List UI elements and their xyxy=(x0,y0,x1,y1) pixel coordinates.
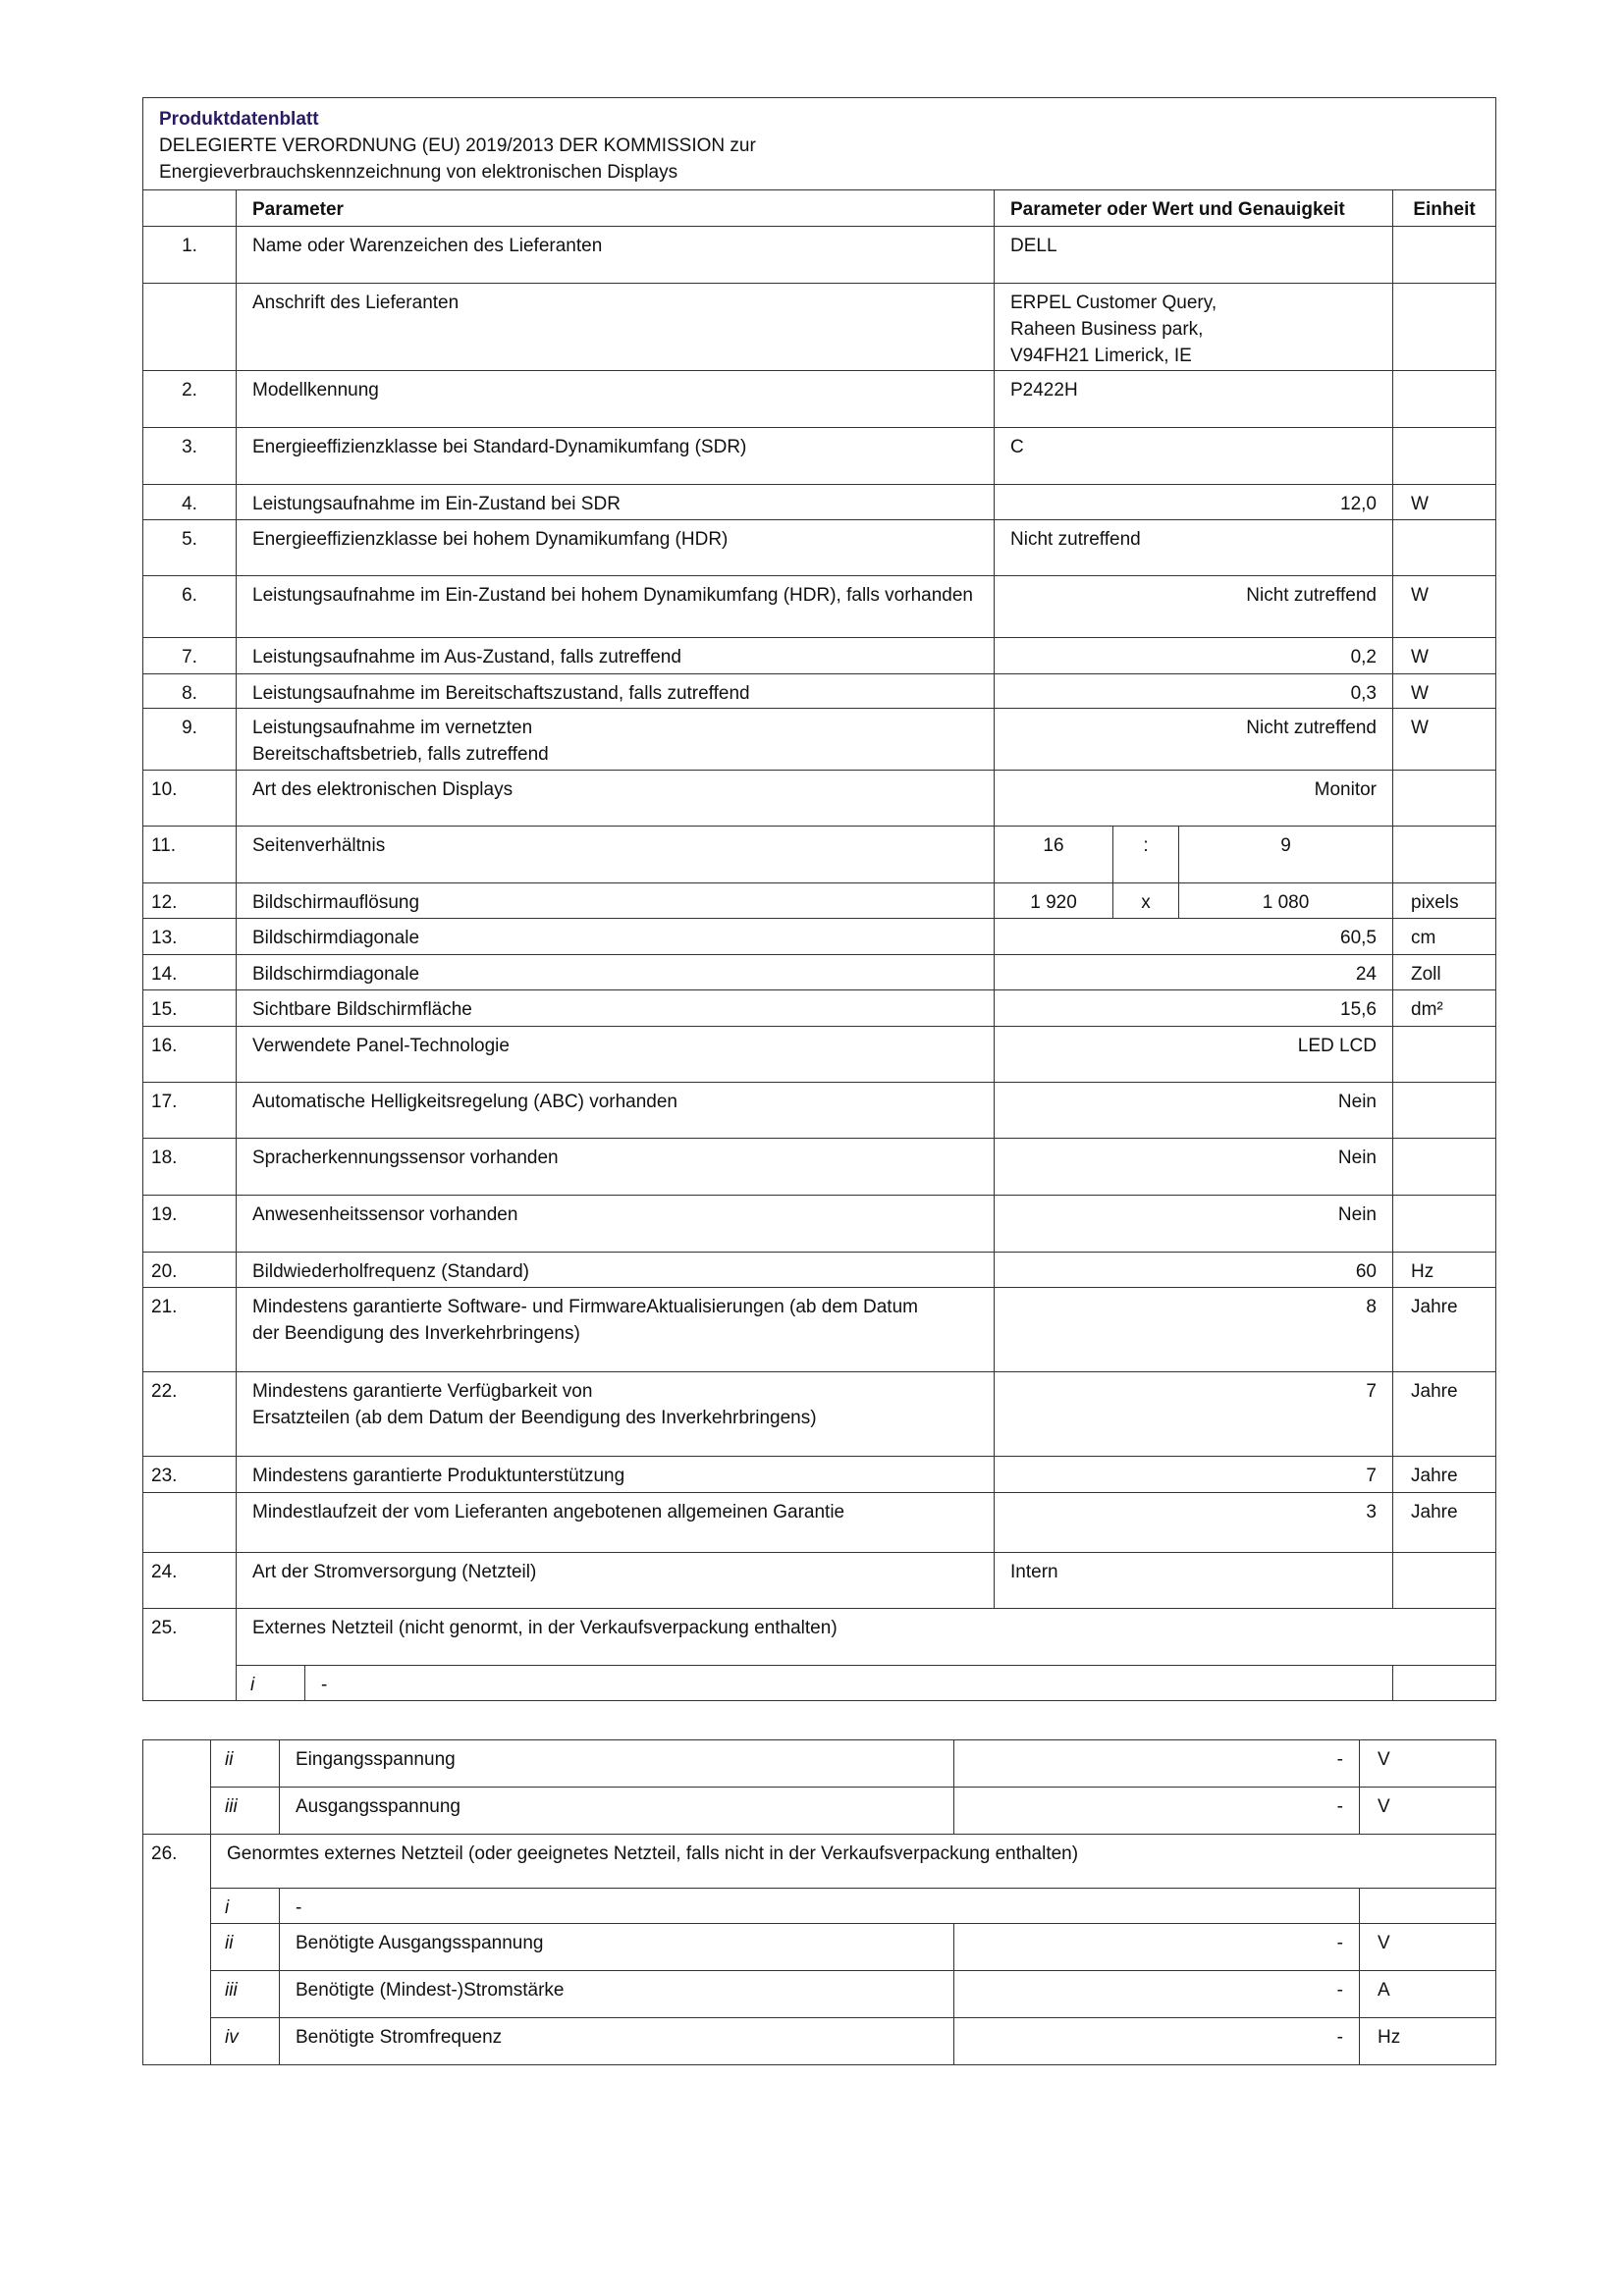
row-number xyxy=(143,1740,211,1835)
row-number: 21. xyxy=(143,1288,237,1372)
sub-index: iii xyxy=(211,1971,280,2018)
sub-row xyxy=(143,1740,1496,1788)
row-label: Art des elektronischen Displays xyxy=(237,771,995,827)
table-row xyxy=(143,371,1496,428)
row-label: Automatische Helligkeitsregelung (ABC) vorhanden xyxy=(237,1083,995,1139)
sub-row xyxy=(143,1971,1496,2018)
row-label: Leistungsaufnahme im Aus-Zustand, falls zutreffend xyxy=(237,638,995,674)
table-row xyxy=(143,827,1496,883)
sub-value: - xyxy=(954,1740,1360,1788)
sub-label: Benötigte (Mindest-)Stromstärke xyxy=(280,1971,954,2018)
row-label: Mindestens garantierte Produktunterstützung xyxy=(237,1457,995,1493)
sub-row xyxy=(143,2018,1496,2065)
row-unit xyxy=(1393,1083,1496,1139)
row-value: Nein xyxy=(995,1139,1393,1196)
row-number: 5. xyxy=(143,520,237,576)
row-number: 24. xyxy=(143,1553,237,1609)
sub-label: - xyxy=(305,1666,1393,1701)
row-unit xyxy=(1393,827,1496,883)
row-number: 7. xyxy=(143,638,237,674)
row-label: Anschrift des Lieferanten xyxy=(237,284,995,371)
table-row xyxy=(143,1027,1496,1083)
row-label: Mindestlaufzeit der vom Lieferanten angebotenen allgemeinen Garantie xyxy=(237,1493,995,1553)
row-number: 6. xyxy=(143,576,237,638)
row-value: 3 xyxy=(995,1493,1393,1553)
row-unit xyxy=(1393,520,1496,576)
row-number: 1. xyxy=(143,227,237,284)
table-row xyxy=(143,1196,1496,1253)
row-value: Nicht zutreffend xyxy=(995,709,1393,771)
sub-label: Benötigte Ausgangsspannung xyxy=(280,1924,954,1971)
row-number: 3. xyxy=(143,428,237,485)
row-label: Bildschirmauflösung xyxy=(237,883,995,919)
row-number: 22. xyxy=(143,1372,237,1457)
sub-unit: V xyxy=(1360,1924,1496,1971)
row-value: 15,6 xyxy=(995,990,1393,1027)
row-value: Nicht zutreffend xyxy=(995,576,1393,638)
sub-value: - xyxy=(954,1788,1360,1835)
row-number: 15. xyxy=(143,990,237,1027)
regulation-line-1: DELEGIERTE VERORDNUNG (EU) 2019/2013 DER KOMMISSION zur xyxy=(159,135,756,156)
sub-index: i xyxy=(211,1889,280,1924)
row-unit: Jahre xyxy=(1393,1457,1496,1493)
row-value: 12,0 xyxy=(995,485,1393,520)
sub-label: - xyxy=(280,1889,1360,1924)
row-label: Spracherkennungssensor vorhanden xyxy=(237,1139,995,1196)
page-title: Produktdatenblatt xyxy=(159,109,319,130)
row-unit: Jahre xyxy=(1393,1372,1496,1457)
row-label: Name oder Warenzeichen des Lieferanten xyxy=(237,227,995,284)
column-header-value: Parameter oder Wert und Genauigkeit xyxy=(995,190,1393,227)
row-value: Nicht zutreffend xyxy=(995,520,1393,576)
table-row xyxy=(143,1253,1496,1288)
row-unit: pixels xyxy=(1393,883,1496,919)
sub-value: - xyxy=(954,2018,1360,2065)
row-number: 19. xyxy=(143,1196,237,1253)
row-value: 60,5 xyxy=(995,919,1393,955)
row-unit xyxy=(1393,428,1496,485)
table-row xyxy=(143,485,1496,520)
row-unit xyxy=(1393,371,1496,428)
datasheet-header xyxy=(143,98,1496,190)
row-label: Modellkennung xyxy=(237,371,995,428)
row-label: Verwendete Panel-Technologie xyxy=(237,1027,995,1083)
row-unit xyxy=(1393,1139,1496,1196)
sub-label: Benötigte Stromfrequenz xyxy=(280,2018,954,2065)
sub-row xyxy=(143,1924,1496,1971)
table-row xyxy=(143,1083,1496,1139)
table-row xyxy=(143,883,1496,919)
row-unit: cm xyxy=(1393,919,1496,955)
supplier-address xyxy=(995,284,1393,371)
row-label: Bildwiederholfrequenz (Standard) xyxy=(237,1253,995,1288)
row-number: 8. xyxy=(143,674,237,709)
sub-row xyxy=(143,1666,1496,1701)
energy-class-value: C xyxy=(995,428,1393,485)
row-number: 4. xyxy=(143,485,237,520)
row-label: Leistungsaufnahme im Bereitschaftszustand, falls zutreffend xyxy=(237,674,995,709)
row-value: 7 xyxy=(995,1457,1393,1493)
resolution-separator: x xyxy=(1113,883,1179,919)
row-value: 24 xyxy=(995,955,1393,990)
row-label: Energieeffizienzklasse bei Standard-Dynamikumfang (SDR) xyxy=(237,428,995,485)
table-row xyxy=(143,638,1496,674)
row-unit: Jahre xyxy=(1393,1493,1496,1553)
row-number: 9. xyxy=(143,709,237,771)
row-label xyxy=(237,709,995,771)
aspect-ratio-height: 9 xyxy=(1179,827,1393,883)
row-unit: W xyxy=(1393,709,1496,771)
row-label: Art der Stromversorgung (Netzteil) xyxy=(237,1553,995,1609)
row-label: Bildschirmdiagonale xyxy=(237,919,995,955)
row-label: Genormtes externes Netzteil (oder geeignetes Netzteil, falls nicht in der Verkaufsverpackung enthalten) xyxy=(211,1835,1496,1889)
product-datasheet-table xyxy=(142,97,1496,1701)
regulation-line-2: Energieverbrauchskennzeichnung von elektronischen Displays xyxy=(159,162,678,183)
row-label xyxy=(237,1288,995,1372)
row-value: Monitor xyxy=(995,771,1393,827)
sub-index: iv xyxy=(211,2018,280,2065)
address-line: ERPEL Customer Query, xyxy=(1010,293,1217,313)
row-number xyxy=(143,1493,237,1553)
row-label: Externes Netzteil (nicht genormt, in der Verkaufsverpackung enthalten) xyxy=(237,1609,1496,1666)
row-unit: W xyxy=(1393,674,1496,709)
row-label: Anwesenheitssensor vorhanden xyxy=(237,1196,995,1253)
table-row xyxy=(143,1139,1496,1196)
row-unit xyxy=(1393,284,1496,371)
row-label: Leistungsaufnahme im Ein-Zustand bei SDR xyxy=(237,485,995,520)
row-unit xyxy=(1393,1196,1496,1253)
row-unit: W xyxy=(1393,638,1496,674)
power-supply-type-value: Intern xyxy=(995,1553,1393,1609)
row-unit: Jahre xyxy=(1393,1288,1496,1372)
label-line: Bereitschaftsbetrieb, falls zutreffend xyxy=(252,744,549,765)
row-label: Energieeffizienzklasse bei hohem Dynamikumfang (HDR) xyxy=(237,520,995,576)
row-label: Leistungsaufnahme im Ein-Zustand bei hohem Dynamikumfang (HDR), falls vorhanden xyxy=(237,576,995,638)
sub-value: - xyxy=(954,1924,1360,1971)
table-row xyxy=(143,1457,1496,1493)
row-value: 7 xyxy=(995,1372,1393,1457)
table-row xyxy=(143,1609,1496,1666)
sub-row xyxy=(143,1788,1496,1835)
row-value: Nein xyxy=(995,1083,1393,1139)
sub-index: i xyxy=(237,1666,305,1701)
table-row xyxy=(143,576,1496,638)
row-label: Sichtbare Bildschirmfläche xyxy=(237,990,995,1027)
row-number: 20. xyxy=(143,1253,237,1288)
table-row xyxy=(143,1372,1496,1457)
aspect-ratio-separator: : xyxy=(1113,827,1179,883)
row-value: 8 xyxy=(995,1288,1393,1372)
label-line: der Beendigung des Inverkehrbringens) xyxy=(252,1323,580,1344)
address-line: V94FH21 Limerick, IE xyxy=(1010,346,1192,366)
row-value: 0,2 xyxy=(995,638,1393,674)
row-number: 26. xyxy=(143,1835,211,2065)
table-row xyxy=(143,674,1496,709)
sub-row xyxy=(143,1889,1496,1924)
row-number: 25. xyxy=(143,1609,237,1701)
sub-unit: A xyxy=(1360,1971,1496,2018)
table-row xyxy=(143,1553,1496,1609)
sub-label: Eingangsspannung xyxy=(280,1740,954,1788)
resolution-width: 1 920 xyxy=(995,883,1113,919)
aspect-ratio-width: 16 xyxy=(995,827,1113,883)
row-unit xyxy=(1393,771,1496,827)
row-number: 17. xyxy=(143,1083,237,1139)
table-row xyxy=(143,227,1496,284)
row-unit: Hz xyxy=(1393,1253,1496,1288)
row-unit xyxy=(1393,1553,1496,1609)
row-unit: W xyxy=(1393,576,1496,638)
table-row xyxy=(143,1493,1496,1553)
sub-index: ii xyxy=(211,1740,280,1788)
table-row xyxy=(143,919,1496,955)
label-line: Leistungsaufnahme im vernetzten xyxy=(252,718,533,738)
label-line: Ersatzteilen (ab dem Datum der Beendigung des Inverkehrbringens) xyxy=(252,1408,817,1428)
row-unit: W xyxy=(1393,485,1496,520)
table-row xyxy=(143,990,1496,1027)
row-label xyxy=(237,1372,995,1457)
column-header-row xyxy=(143,190,1496,227)
row-label: Seitenverhältnis xyxy=(237,827,995,883)
row-value: 60 xyxy=(995,1253,1393,1288)
sub-label: Ausgangsspannung xyxy=(280,1788,954,1835)
table-row xyxy=(143,955,1496,990)
row-unit: Zoll xyxy=(1393,955,1496,990)
row-unit xyxy=(1393,1027,1496,1083)
row-value: 0,3 xyxy=(995,674,1393,709)
column-header-parameter: Parameter xyxy=(237,190,995,227)
table-row xyxy=(143,428,1496,485)
address-line: Raheen Business park, xyxy=(1010,319,1204,340)
row-number: 11. xyxy=(143,827,237,883)
row-number: 16. xyxy=(143,1027,237,1083)
table-row xyxy=(143,1835,1496,1889)
row-number xyxy=(143,284,237,371)
table-row xyxy=(143,771,1496,827)
row-number: 12. xyxy=(143,883,237,919)
row-number: 10. xyxy=(143,771,237,827)
table-row xyxy=(143,709,1496,771)
row-label: Bildschirmdiagonale xyxy=(237,955,995,990)
sub-unit: V xyxy=(1360,1740,1496,1788)
table-row xyxy=(143,520,1496,576)
row-number: 23. xyxy=(143,1457,237,1493)
label-line: Mindestens garantierte Verfügbarkeit von xyxy=(252,1381,593,1402)
sub-unit xyxy=(1393,1666,1496,1701)
row-number: 2. xyxy=(143,371,237,428)
resolution-height: 1 080 xyxy=(1179,883,1393,919)
sub-unit xyxy=(1360,1889,1496,1924)
sub-index: ii xyxy=(211,1924,280,1971)
table-row xyxy=(143,1288,1496,1372)
sub-unit: Hz xyxy=(1360,2018,1496,2065)
model-id-value: P2422H xyxy=(995,371,1393,428)
row-unit xyxy=(1393,227,1496,284)
label-line: Mindestens garantierte Software- und FirmwareAktualisierungen (ab dem Datum xyxy=(252,1297,918,1317)
column-header-unit: Einheit xyxy=(1393,190,1496,227)
sub-unit: V xyxy=(1360,1788,1496,1835)
row-value: Nein xyxy=(995,1196,1393,1253)
row-value: LED LCD xyxy=(995,1027,1393,1083)
sub-index: iii xyxy=(211,1788,280,1835)
row-number: 13. xyxy=(143,919,237,955)
row-value: DELL xyxy=(995,227,1393,284)
sub-value: - xyxy=(954,1971,1360,2018)
table-row xyxy=(143,284,1496,371)
row-number: 18. xyxy=(143,1139,237,1196)
product-datasheet-table-continued xyxy=(142,1739,1496,2065)
row-number: 14. xyxy=(143,955,237,990)
row-unit: dm² xyxy=(1393,990,1496,1027)
